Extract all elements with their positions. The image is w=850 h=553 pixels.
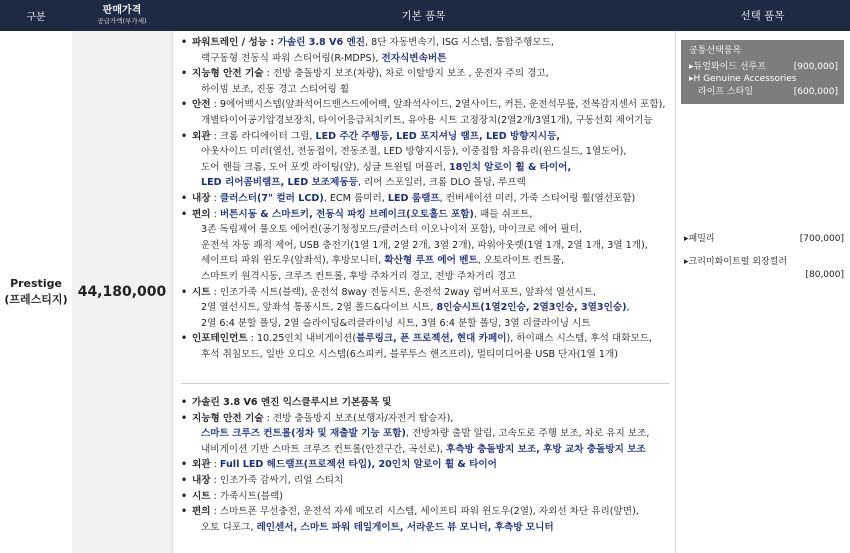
family-option-price: [700,000] [799, 234, 844, 244]
item-text: 지능형 안전 기술 [192, 68, 264, 80]
item-text: 내장 [192, 474, 211, 486]
item-text: 후석 취침모드, 일반 오디오 시스템(6스피커, 블루투스 핸즈프리), 멀티미디어용 USB 단자(1열 1개) [201, 348, 618, 360]
item-text: , 리어 스포일러, 크롬 DLO 몰딩, 루프랙 [357, 177, 526, 189]
item-text: 하이빔 보조, 진동 경고 스티어링 휠 [201, 83, 350, 95]
item-text: : [210, 192, 220, 204]
option-label-cont: 라이프 스타일 [698, 86, 754, 97]
item-text: , 전방차량 출발 알림, 고속도로 주행 보조, 차로 유지 보조, [405, 428, 650, 440]
item-text: 편의 [192, 506, 211, 518]
header-option-label: 선택 품목 [740, 10, 785, 22]
item-text: , ECM 룸미러, [323, 192, 388, 204]
option-row [689, 73, 838, 86]
item-text: , [626, 302, 630, 314]
option-price: [900,000] [793, 61, 838, 72]
item-text: 2열 6:4 분할 폴딩, 2열 슬라이딩&리클라이닝 시트, 3열 6:4 분할 폴딩, 3열 리클라이닝 시트 [201, 317, 591, 329]
item-text: 아웃사이드 미러(열선, 전동접이, 전동조절, LED 방향지시등), 이중접합 차음유리(윈드실드, 1열도어), [201, 146, 627, 158]
item-text: : 크롬 라디에이터 그릴, [210, 130, 316, 142]
item-text: 운전석 자동 쾌적 제어, USB 충전기(1열 1개, 2열 2개, 3열 2개), 파워아웃렛(1열 1개, 2열 1개, 3열 1개), [201, 239, 648, 251]
item-text: : 인조가죽 시트(블랙), 운전석 8way 전동시트, 운전석 2way 럼버서포트, 앞좌석 열선시트, [210, 286, 597, 298]
item-text: 가솔린 3.8 V6 엔진 익스클루시브 기본품목 및 [192, 397, 392, 408]
header-basic-label: 기본 품목 [401, 10, 446, 22]
header-basic [172, 0, 675, 31]
item-text: : 전방 충돌방지 보조(차량), 차로 이탈방지 보조 , 운전자 주의 경고, [263, 68, 549, 80]
list-item [181, 395, 669, 411]
table-header [0, 0, 850, 31]
trim-name-ko: (프레스티지) [4, 293, 68, 306]
item-text: 외관 [192, 130, 211, 142]
item-text: : [210, 208, 220, 220]
item-text: 블루링크, 폰 프로젝션, 현대 카페이 [356, 333, 507, 345]
item-text: 후측방 충돌방지 보조, 후방 교차 충돌방지 보조 [446, 443, 646, 455]
exclusive-items-list [173, 391, 675, 535]
item-text: : 가죽시트(블랙) [210, 490, 283, 502]
item-text: 지능형 안전 기술 [192, 412, 264, 424]
item-text: 레인센서, 스마트 파워 테일게이트, 서라운드 뷰 모니터, 후측방 모니터 [256, 521, 554, 533]
list-item [181, 473, 669, 489]
option-label: ▸ H Genuine Accessories [689, 73, 796, 86]
list-item [181, 411, 669, 427]
list-item [181, 442, 669, 458]
list-item [181, 160, 669, 176]
common-option-title: 공통선택품목 [689, 46, 742, 56]
header-grade-label: 구분 [26, 12, 46, 23]
item-text: 스마트키 원격시동, 크루즈 컨트롤, 후방 주차거리 경고, 전방 주차거리 경고 [201, 270, 516, 282]
header-option [675, 0, 850, 31]
item-text: : 9에어백시스템(앞좌석어드밴스드에어백, 앞좌석사이드, 2열사이드, 커튼, 운전석무릎, 전복감지센서 포함), [210, 99, 666, 111]
trim-name: Prestige [10, 277, 62, 290]
item-text: , 오토라이트 컨트롤, [477, 255, 565, 267]
list-item [181, 520, 669, 536]
item-text: 시트 [192, 286, 211, 298]
basic-items-cell [172, 31, 675, 553]
item-text: ), 하이패스 시스템, 후석 대화모드, [506, 333, 653, 345]
list-item [181, 51, 669, 67]
list-item [181, 269, 669, 285]
trim-price-cell [72, 31, 172, 553]
list-item [181, 316, 669, 332]
item-text: 내장 [192, 192, 211, 204]
option-items-cell [675, 31, 850, 553]
header-price-sub: 공급가액(부가세) [97, 16, 147, 25]
list-item [181, 300, 669, 316]
header-price-label: 판매가격 [102, 4, 142, 16]
trim-price: 44,180,000 [77, 284, 167, 300]
list-item [181, 457, 669, 473]
list-item [181, 285, 669, 301]
paint-option [684, 256, 844, 282]
item-text: 확산형 루프 에어 벤트 [384, 255, 478, 267]
item-text: 랙구동형 전동식 파워 스티어링(R-MDPS), [201, 52, 382, 64]
item-text: 3존 독립제어 풀오토 에어컨(공기청정모드/클러스터 이오나이저 포함), 마이크로 에어 필터, [201, 224, 582, 236]
item-text: : 스마트폰 무선충전, 운전석 자세 메모리 시스템, 세이프티 파워 윈도우(2열), 자외선 차단 유리(앞면), [210, 506, 639, 518]
list-item [181, 66, 669, 82]
option-price: [600,000] [793, 86, 838, 97]
item-text: 가솔린 3.8 V6 엔진 [277, 37, 366, 48]
list-item [181, 129, 669, 145]
item-text: , 컨버세이션 미러, 가죽 스티어링 휠(열선포함) [439, 192, 636, 204]
item-text: LED 리어콤비램프, LED 보조제동등 [201, 177, 358, 189]
family-option-label: ▸ 패밀리 [684, 233, 715, 246]
paint-option-label: ▸ 크리미화이트펄 외장컬러 [684, 256, 844, 269]
item-text: : [210, 459, 220, 471]
header-price [72, 0, 172, 31]
item-text: Full LED 헤드램프(프로젝션 타입), 20인치 알로이 휠 & 타이어 [219, 459, 497, 471]
paint-option-price: [80,000] [805, 270, 844, 280]
list-item [181, 207, 669, 223]
family-option [684, 233, 844, 246]
item-text: 개별타이어공기압경보장치, 타이어응급처치키트, 유아용 시트 고정장치(2열2개/3열1개), 구동선회 제어기능 [201, 114, 653, 126]
item-text: 클러스터(7" 컬러 LCD) [219, 192, 324, 204]
item-text: 스마트 크루즈 컨트롤(정차 및 재출발 기능 포함) [201, 428, 406, 440]
list-item [181, 331, 669, 347]
item-text: 편의 [192, 208, 211, 220]
item-text: 시트 [192, 490, 211, 502]
item-text: 외관 [192, 459, 211, 471]
section-divider [181, 383, 669, 384]
item-text: 세이프티 파워 윈도우(앞좌석), 후방모니터, [201, 255, 385, 267]
list-item [181, 82, 669, 98]
trim-name-cell [0, 31, 72, 553]
header-grade [0, 0, 72, 31]
basic-items-list [173, 31, 675, 362]
item-text: : 10.25인치 내비게이션( [247, 333, 357, 345]
item-text: : 인조가죽 감싸기, 리얼 스티치 [210, 474, 344, 486]
item-text: 8인승시트(1열2인승, 2열3인승, 3열3인승) [436, 302, 627, 314]
item-text: 내비게이션 기반 스마트 크루즈 컨트롤(안전구간, 곡선로), [201, 443, 447, 455]
list-item [181, 347, 669, 363]
item-text: 안전 [192, 99, 211, 111]
list-item [181, 504, 669, 520]
list-item [181, 426, 669, 442]
list-item [181, 222, 669, 238]
item-text: LED 주간 주행등, LED 포지셔닝 램프, LED 방향지시등, [315, 130, 560, 142]
item-text: 18인치 알로이 휠 & 타이어, [448, 161, 572, 173]
list-item [181, 175, 669, 191]
list-item [181, 144, 669, 160]
option-label: ▸ 듀얼와이드 선루프 [689, 61, 766, 74]
option-row [689, 86, 838, 99]
item-text: : 전방 충돌방지 보조(보행자/자전거 탑승자), [263, 412, 454, 424]
item-text: 전자식변속버튼 [381, 52, 447, 64]
item-text: 파워트레인 / 성능 : [192, 37, 278, 48]
item-text: 버튼시동 & 스마트키, 전동식 파킹 브레이크(오토홀드 포함) [219, 208, 474, 220]
list-item [181, 253, 669, 269]
option-row [689, 61, 838, 74]
list-item [181, 489, 669, 505]
item-text: 오토 디포그, [201, 521, 257, 533]
item-text: LED 룸램프 [387, 192, 440, 204]
list-item [181, 191, 669, 207]
common-option-box [681, 40, 844, 104]
item-text: , 8단 자동변속기, ISG 시스템, 통합주행모드, [365, 37, 554, 48]
list-item [181, 238, 669, 254]
item-text: , 패들 쉬프트, [473, 208, 533, 220]
item-text: 도어 핸들 크롬, 도어 포켓 라이팅(앞), 싱글 트윈팁 머플러, [201, 161, 449, 173]
list-item [181, 35, 669, 51]
list-item [181, 97, 669, 113]
item-text: 인포테인먼트 [192, 333, 248, 345]
list-item [181, 113, 669, 129]
item-text: 2열 열선시트, 앞좌석 통풍시트, 2열 폴드&다이브 시트, [201, 302, 437, 314]
